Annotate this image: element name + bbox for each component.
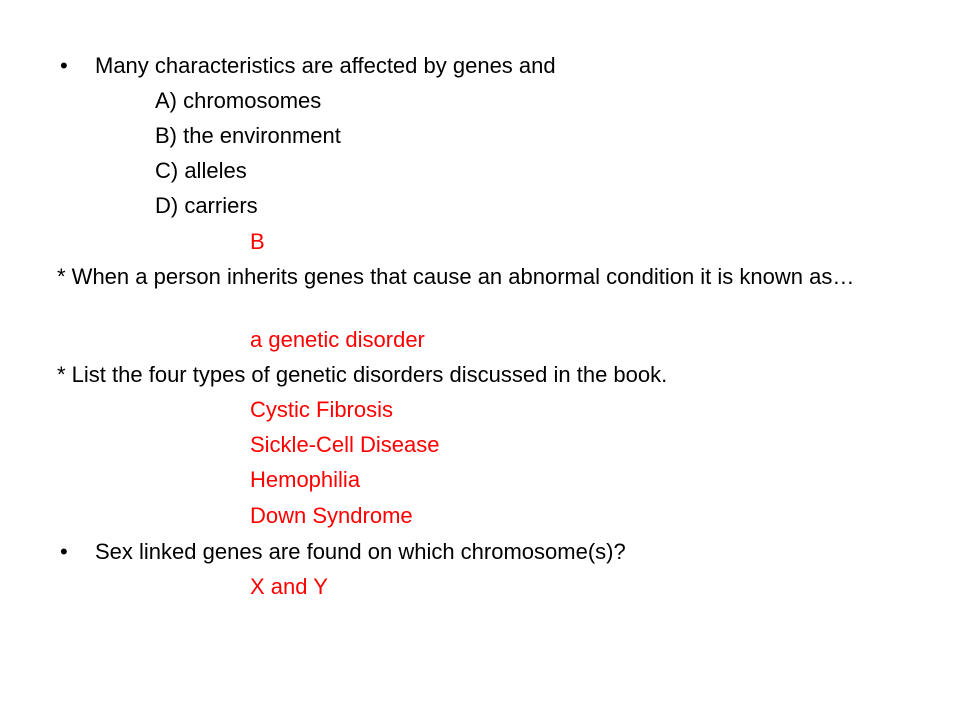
- answer-4: X and Y: [250, 574, 328, 599]
- option-a: A) chromosomes: [155, 88, 322, 113]
- option-d: D) carriers: [155, 193, 258, 218]
- answer-3-item-2: Sickle-Cell Disease: [250, 432, 440, 457]
- question-4-text: Sex linked genes are found on which chromosome(s)?: [95, 539, 626, 564]
- question-2-text: * When a person inherits genes that cause an abnormal condition it is known as…: [57, 264, 855, 289]
- question-1-text: Many characteristics are affected by genes and: [95, 53, 556, 78]
- answer-3-item-4: Down Syndrome: [250, 503, 413, 528]
- answer-3-item-1: Cystic Fibrosis: [250, 397, 394, 422]
- question-3-text: * List the four types of genetic disorders discussed in the book.: [57, 362, 668, 387]
- option-c: C) alleles: [155, 158, 247, 183]
- option-b: B) the environment: [155, 123, 341, 148]
- answer-2: a genetic disorder: [250, 327, 425, 352]
- answer-3-item-3: Hemophilia: [250, 467, 361, 492]
- bullet-q4: •: [60, 539, 68, 564]
- bullet-q1: •: [60, 53, 68, 78]
- answer-1: B: [250, 229, 265, 254]
